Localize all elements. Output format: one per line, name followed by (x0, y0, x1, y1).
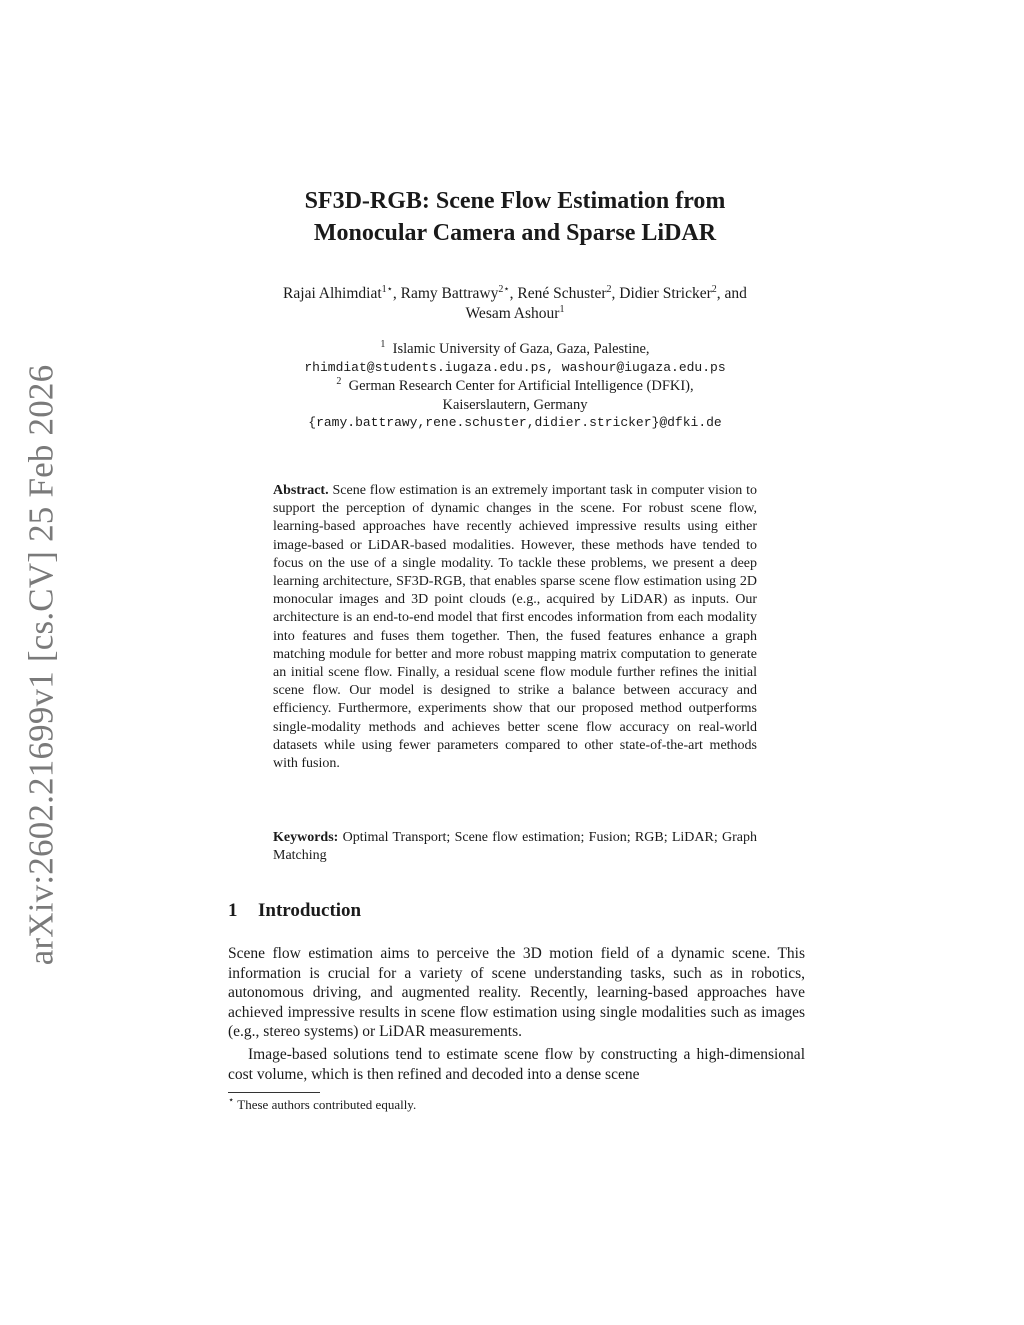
abstract-text: Scene flow estimation is an extremely important task in computer vision to support the perception of dynamic changes in the scene. For robust scene flow, learning-based approaches have recently achieved impressive results using either image-based or LiDAR-based modalities. However, these methods have tended to focus on the use of a single modality. To tackle these problems, we present a deep learning architecture, SF3D-RGB, that enables sparse scene flow estimation using 2D monocular images and 3D point clouds (e.g., acquired by LiDAR) as inputs. Our architecture is an end-to-end model that first encodes information from each modality into features and fuses them together. Then, the fused features enhance a graph matching module for better and more robust mapping matrix computation to generate an initial scene flow. Finally, a residual scene flow module further refines the initial scene flow. Our model is designed to strike a balance between accuracy and efficiency. Furthermore, experiments show that our proposed method outperforms single-modality methods and achieves better scene flow accuracy on real-world datasets while using fewer parameters compared to other state-of-the-art methods with fusion. (273, 483, 757, 772)
affiliations (200, 340, 830, 433)
author-name: Rajai Alhimdiat (283, 285, 382, 302)
affiliation-1 (200, 340, 830, 359)
author-name: Ramy Battrawy (400, 285, 499, 302)
author-mark: 1 (559, 304, 565, 315)
keywords-text: Optimal Transport; Scene flow estimation; Fusion; RGB; LiDAR; Graph Matching (273, 830, 758, 864)
author-name: René Schuster (517, 285, 607, 302)
affiliation-2 (200, 377, 830, 396)
affiliation-1-emails: rhimdiat@students.iugaza.edu.ps, washour@iugaza.edu.ps (304, 359, 726, 375)
abstract-label: Abstract. (273, 483, 329, 498)
body-paragraph-1: Scene flow estimation aims to perceive the 3D motion field of a dynamic scene. This information is crucial for a variety of scene understanding tasks, such as in robotics, autonomous driving, and augmented reality. Recently, learning-based approaches have achieved impressive results in scene flow estimation using single modalities such as images (e.g., stereo systems) or LiDAR measurements. (228, 945, 805, 1040)
author-mark: 2 (711, 284, 717, 295)
keywords-label: Keywords: (273, 830, 339, 845)
author-name: Didier Stricker (619, 285, 712, 302)
author-line-2 (200, 304, 830, 324)
author-mark: 2⋆ (498, 284, 510, 295)
footnote-mark: ⋆ (228, 1095, 235, 1106)
author-separator: , (509, 285, 518, 302)
affiliation-mark: 2 (336, 376, 342, 387)
affiliation-2-emails: {ramy.battrawy,rene.schuster,didier.stricker}@dfki.de (308, 415, 722, 430)
affiliation-2-location: Kaiserslautern, Germany (442, 396, 588, 413)
author-separator: , (611, 285, 620, 302)
author-list (200, 284, 830, 324)
body-paragraph-2: Image-based solutions tend to estimate scene flow by constructing a high-dimensional cost volume, which is then refined and decoded into a dense scene (228, 1046, 805, 1083)
author-line-1 (200, 284, 830, 304)
section-heading (228, 899, 361, 923)
author-name: Wesam Ashour (465, 305, 560, 322)
section-title: Introduction (258, 900, 362, 921)
abstract (273, 482, 757, 773)
author-separator: , and (716, 285, 747, 302)
author-separator: , (392, 285, 401, 302)
arxiv-identifier (6, 364, 76, 966)
section-number: 1 (228, 900, 238, 921)
author-mark: 1⋆ (381, 284, 393, 295)
keywords (273, 829, 757, 865)
affiliation-mark: 1 (380, 339, 386, 350)
paper-title (200, 185, 830, 249)
author-mark: 2 (606, 284, 612, 295)
footnote-rule (228, 1092, 320, 1093)
title-line-2: Monocular Camera and Sparse LiDAR (313, 220, 717, 246)
title-line-1: SF3D-RGB: Scene Flow Estimation from (304, 188, 726, 214)
affiliation-name: German Research Center for Artificial Intelligence (DFKI), (348, 378, 694, 394)
affiliation-name: Islamic University of Gaza, Gaza, Palestine, (392, 341, 650, 357)
footnote (228, 1096, 416, 1113)
arxiv-identifier-text: arXiv:2602.21699v1 [cs.CV] 25 Feb 2026 (21, 364, 61, 966)
footnote-text: These authors contributed equally. (237, 1097, 417, 1112)
